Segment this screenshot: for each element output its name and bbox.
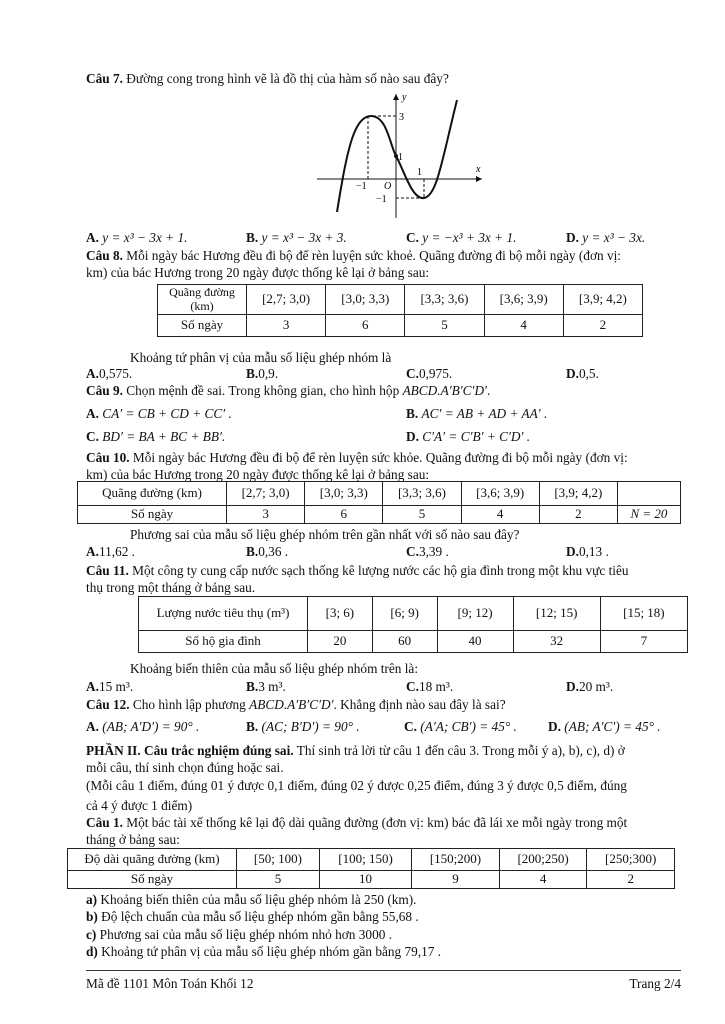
q12-option-c[interactable]: C. (A′A; CB′) = 45° .: [404, 719, 517, 734]
q10-question: Phương sai của mẫu số liệu ghép nhóm trên gần nhất với số nào sau đây?: [130, 527, 520, 542]
q11-options: [86, 678, 686, 696]
footer-page-number: Trang 2/4: [629, 976, 681, 991]
q12-stem: Câu 12. Cho hình lập phương ABCD.A′B′C′D′. Khẳng định nào sau đây là sai?: [86, 697, 506, 712]
q10-total: N = 20: [617, 506, 680, 524]
q10-options: [86, 543, 686, 561]
q11-option-a[interactable]: A. 15 m³.: [86, 679, 134, 694]
q11-option-b[interactable]: B. 3 m³.: [246, 679, 286, 694]
q11-table: Lượng nước tiêu thụ (m³) [3; 6) [6; 9) [9; 12) [12; 15) [15; 18) Số hộ gia đình 20 60 40 32 7: [138, 596, 688, 653]
part2-title: PHẦN II. Câu trắc nghiệm đúng sai.: [86, 743, 294, 758]
q9-option-b[interactable]: B. AC′ = AB + AD + AA′ .: [406, 406, 548, 421]
q9-stem: Câu 9. Chọn mệnh đề sai. Trong không gian, cho hình hộp ABCD.A′B′C′D′.: [86, 383, 491, 398]
graph-tick-minus1-y: −1: [376, 194, 387, 205]
q8-option-a[interactable]: A. 0,575.: [86, 366, 133, 381]
q7-option-d[interactable]: D. y = x³ − 3x.: [566, 230, 646, 245]
q8-option-d[interactable]: D. 0,5.: [566, 366, 599, 381]
q7-option-a[interactable]: A. y = x³ − 3x + 1.: [86, 230, 188, 245]
q8-option-c[interactable]: C. 0,975.: [406, 366, 453, 381]
p1-stem: Câu 1. Một bác tài xế thống kê lại độ dài quãng đường (đơn vị: km) bác đã lái xe mỗi ngày trong một tháng ở bảng sau:: [86, 815, 628, 848]
q10-option-b[interactable]: B. 0,36 .: [246, 544, 289, 559]
q8-table: Quãng đường (km) [2,7; 3,0) [3,0; 3,3) [3,3; 3,6) [3,6; 3,9) [3,9; 4,2) Số ngày 3 6 5 4 2: [157, 284, 643, 337]
graph-tick-minus1-x: −1: [356, 181, 367, 192]
q11-option-c[interactable]: C. 18 m³.: [406, 679, 454, 694]
q7-text: Đường cong trong hình vẽ là đồ thị của hàm số nào sau đây?: [122, 71, 449, 86]
graph-tick-3: 3: [399, 112, 404, 123]
graph-origin: O: [384, 181, 392, 192]
q9-options-cd: [86, 428, 686, 446]
q9-option-d[interactable]: D. C′A′ = C′B′ + C′D′ .: [406, 429, 531, 444]
q10-stem: Câu 10. Mỗi ngày bác Hương đều đi bộ để rèn luyện sức khỏe. Quãng đường đi bộ mỗi ngày (đơn vị: km) của bác Hương trong 20 ngày được thống kê lại ở bảng sau:: [86, 450, 628, 483]
p1-table: Độ dài quãng đường (km) [50; 100) [100; 150) [150;200) [200;250) [250;300) Số ngày 5 10 9 4 2: [67, 848, 675, 889]
q7-graph: [312, 90, 492, 220]
q12-option-a[interactable]: A. (AB; A′D′) = 90° .: [86, 719, 200, 734]
q11-question: Khoảng biến thiên của mẫu số liệu ghép nhóm trên là:: [130, 661, 419, 676]
q8-options: [86, 365, 686, 383]
q8-header: Quãng đường (km): [158, 285, 247, 315]
q7-option-b[interactable]: B. y = x³ − 3x + 3.: [246, 230, 347, 245]
graph-y-label: y: [402, 92, 407, 103]
p1-statement-b[interactable]: b) Độ lệch chuẩn của mẫu số liệu ghép nhóm gần bằng 55,68 .: [86, 909, 419, 924]
p1-statement-c[interactable]: c) Phương sai của mẫu số liệu ghép nhóm nhỏ hơn 3000 .: [86, 927, 393, 942]
p1-statement-d[interactable]: d) Khoảng tứ phân vị của mẫu số liệu ghép nhóm gần bằng 79,17 .: [86, 944, 442, 959]
part2-intro: PHẦN II. Câu trắc nghiệm đúng sai. Thí sinh trả lời từ câu 1 đến câu 3. Trong mỗi ý a), b), c), d) ở mỗi câu, thí sinh chọn đúng hoặc sai. (Mỗi câu 1 điểm, đúng 01 ý được 0,1 điểm, đúng 02 ý được 0,25 điểm, đúng 3 ý được 0,5 điểm, đúng cả 4 ý được 1 điểm): [86, 743, 627, 813]
footer-exam-code: Mã đề 1101 Môn Toán Khối 12: [86, 976, 254, 991]
graph-tick-1-x: 1: [417, 167, 422, 178]
q8-question: Khoảng tứ phân vị của mẫu số liệu ghép nhóm là: [130, 350, 392, 365]
q10-option-a[interactable]: A. 11,62 .: [86, 544, 136, 559]
q7-label: Câu 7.: [86, 71, 123, 86]
q9-options-ab: [86, 405, 686, 423]
graph-x-label: x: [476, 164, 481, 175]
p1-statement-a[interactable]: a) Khoảng biến thiên của mẫu số liệu ghép nhóm là 250 (km).: [86, 892, 417, 907]
q7-option-c[interactable]: C. y = −x³ + 3x + 1.: [406, 230, 517, 245]
q7-stem: [86, 70, 681, 87]
q10-option-d[interactable]: D. 0,13 .: [566, 544, 609, 559]
q12-options: [86, 718, 686, 736]
q12-option-b[interactable]: B. (AC; B′D′) = 90° .: [246, 719, 360, 734]
q11-stem: Câu 11. Một công ty cung cấp nước sạch thống kê lượng nước các hộ gia đình trong một khu vực tiêu thụ trong một tháng ở bảng sau.: [86, 563, 629, 596]
q10-table: Quãng đường (km) [2,7; 3,0) [3,0; 3,3) [3,3; 3,6) [3,6; 3,9) [3,9; 4,2) Số ngày 3 6 5 4 2 N = 20: [77, 481, 681, 524]
q9-option-c[interactable]: C. BD′ = BA + BC + BB′.: [86, 429, 226, 444]
q10-option-c[interactable]: C. 3,39 .: [406, 544, 449, 559]
q7-options: [86, 229, 686, 247]
q9-option-a[interactable]: A. CA′ = CB + CD + CC′ .: [86, 406, 232, 421]
q12-option-d[interactable]: D. (AB; A′C′) = 45° .: [548, 719, 661, 734]
footer-divider: [86, 970, 681, 971]
q8-stem: Câu 8. Mỗi ngày bác Hương đều đi bộ để rèn luyện sức khoẻ. Quãng đường đi bộ mỗi ngày (đơn vị: km) của bác Hương trong 20 ngày được thống kê lại ở bảng sau:: [86, 248, 622, 281]
q11-option-d[interactable]: D. 20 m³.: [566, 679, 614, 694]
graph-tick-1: 1: [398, 152, 403, 163]
q8-option-b[interactable]: B. 0,9.: [246, 366, 279, 381]
